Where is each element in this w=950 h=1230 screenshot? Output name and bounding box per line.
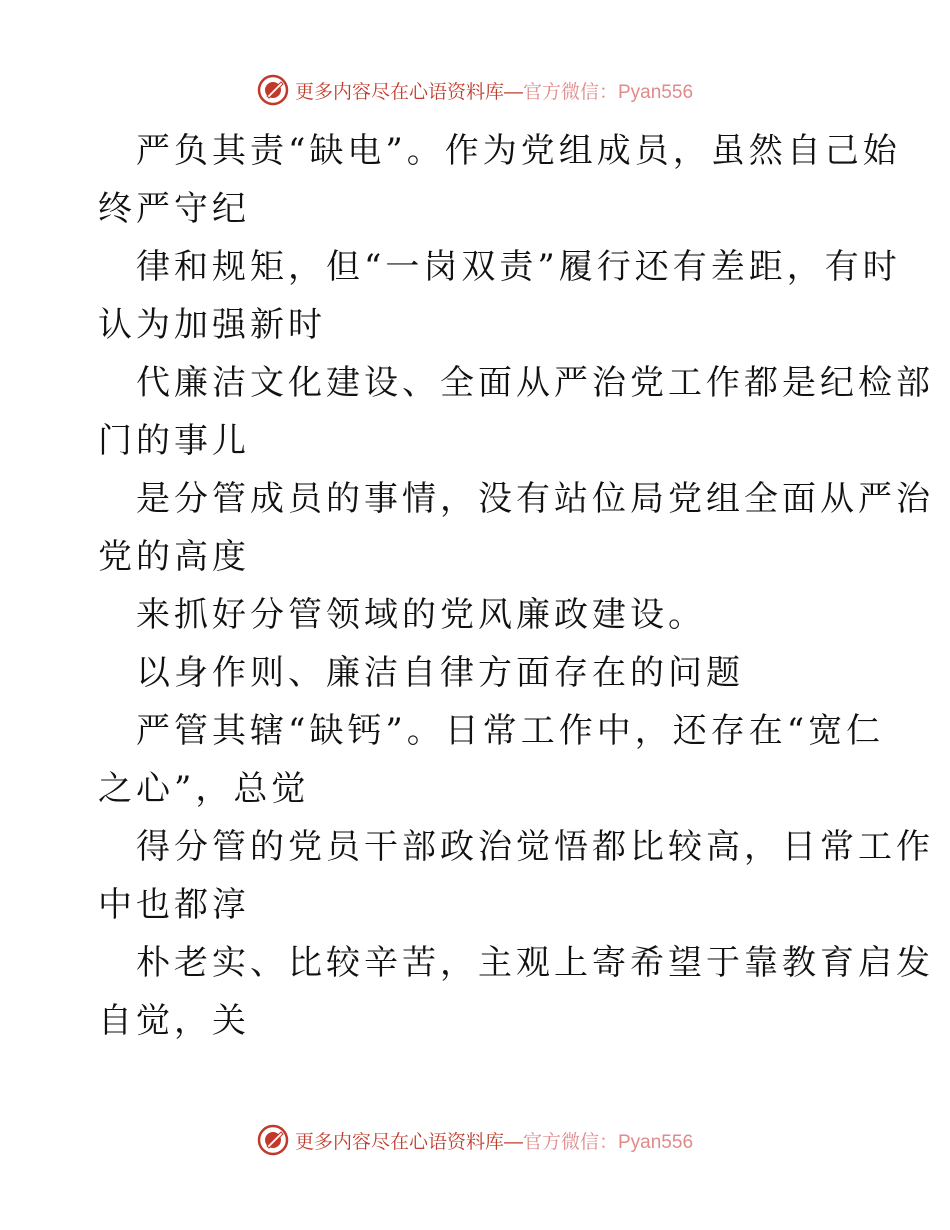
text-line: 严管其辖“缺钙”。日常工作中，还存在“宽仁: [136, 711, 885, 751]
watermark-text: 更多内容尽在心语资料库—官方微信：Pyan556: [294, 81, 694, 103]
text-line: 严负其责“缺电”。作为党组成员，虽然自己始: [136, 131, 901, 171]
text-line: 律和规矩，但“一岗双责”履行还有差距，有时: [136, 247, 901, 287]
text-line: 之心”，总觉: [98, 769, 310, 809]
text-line: 中也都淳: [98, 885, 250, 925]
watermark-header: [0, 70, 950, 110]
pen-logo-icon: [257, 74, 289, 106]
text-line: 朴老实、比较辛苦，主观上寄希望于靠教育启发: [136, 943, 934, 983]
text-line: 代廉洁文化建设、全面从严治党工作都是纪检部: [136, 363, 934, 403]
pen-logo-icon: [257, 1124, 289, 1156]
text-line: 门的事儿: [98, 421, 250, 461]
watermark-text: 更多内容尽在心语资料库—官方微信：Pyan556: [294, 1131, 694, 1153]
text-line: 自觉，关: [98, 1001, 250, 1041]
text-line: 党的高度: [98, 537, 250, 577]
document-body: [98, 122, 934, 1050]
text-line: 以身作则、廉洁自律方面存在的问题: [136, 653, 744, 693]
text-line: 终严守纪: [98, 189, 250, 229]
text-line: 认为加强新时: [98, 305, 326, 345]
watermark-footer: [0, 1120, 950, 1160]
text-line: 是分管成员的事情，没有站位局党组全面从严治: [136, 479, 934, 519]
text-line: 得分管的党员干部政治觉悟都比较高，日常工作: [136, 827, 934, 867]
text-line: 来抓好分管领域的党风廉政建设。: [136, 595, 706, 635]
